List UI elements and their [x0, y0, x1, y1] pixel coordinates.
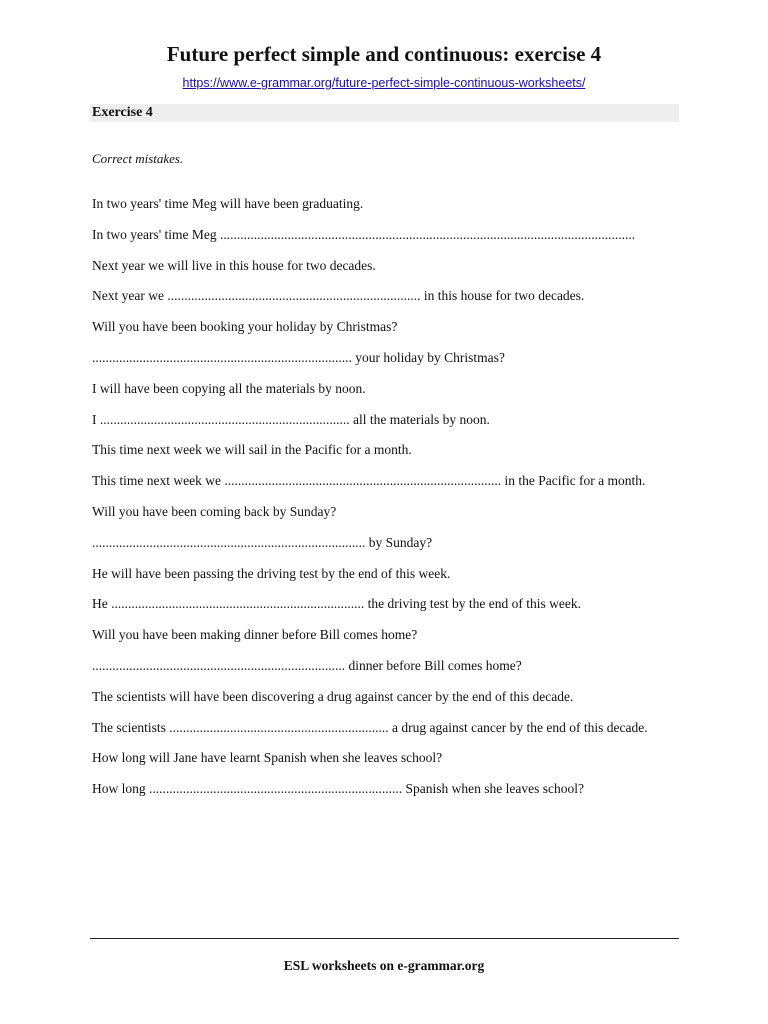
exercise-sentence: Will you have been booking your holiday by Christmas? — [92, 319, 398, 335]
exercise-answer-line: I .......................................................................... all the materials by noon. — [92, 411, 490, 427]
exercise-sentence: I will have been copying all the materials by noon. — [92, 380, 366, 396]
exercise-sentence: Will you have been making dinner before Bill comes home? — [92, 627, 418, 643]
exercise-sentence: Will you have been coming back by Sunday? — [92, 503, 337, 519]
exercise-answer-line: Next year we ........................................................................... in this house for two decades. — [92, 288, 585, 304]
exercise-answer-line: ............................................................................. your holiday by Christmas? — [92, 349, 505, 365]
exercise-sentence: This time next week we will sail in the Pacific for a month. — [92, 442, 412, 458]
source-link[interactable]: https://www.e-grammar.org/future-perfect-simple-continuous-worksheets/ — [182, 76, 586, 90]
exercise-sentence: Next year we will live in this house for two decades. — [92, 257, 376, 273]
exercise-sentence: How long will Jane have learnt Spanish when she leaves school? — [92, 750, 443, 766]
exercise-sentence: He will have been passing the driving test by the end of this week. — [92, 565, 451, 581]
footer-text: ESL worksheets on e-grammar.org — [283, 958, 485, 973]
exercise-answer-line: The scientists ................................................................. a drug against cancer by the end of this decade. — [92, 719, 648, 735]
page-title: Future perfect simple and continuous: exercise 4 — [166, 42, 602, 66]
section-heading: Exercise 4 — [92, 105, 153, 120]
exercise-list — [92, 194, 692, 810]
section-header-bar — [90, 104, 679, 122]
exercise-answer-line: How long ........................................................................... Spanish when she leaves school? — [92, 781, 584, 797]
exercise-sentence: The scientists will have been discovering a drug against cancer by the end of this decade. — [92, 688, 574, 704]
exercise-answer-line: ................................................................................. by Sunday? — [92, 534, 433, 550]
footer-divider — [90, 938, 679, 939]
exercise-answer-line: He ........................................................................... the driving test by the end of this week. — [92, 596, 581, 612]
exercise-sentence: In two years' time Meg will have been graduating. — [92, 196, 364, 211]
exercise-answer-line: ........................................................................... dinner before Bill comes home? — [92, 657, 522, 673]
exercise-answer-line: In two years' time Meg ........................................................................................................................... — [92, 226, 636, 242]
exercise-instruction: Correct mistakes. — [92, 151, 184, 166]
exercise-answer-line: This time next week we .................................................................................. in the Pacific for a month. — [92, 473, 646, 489]
